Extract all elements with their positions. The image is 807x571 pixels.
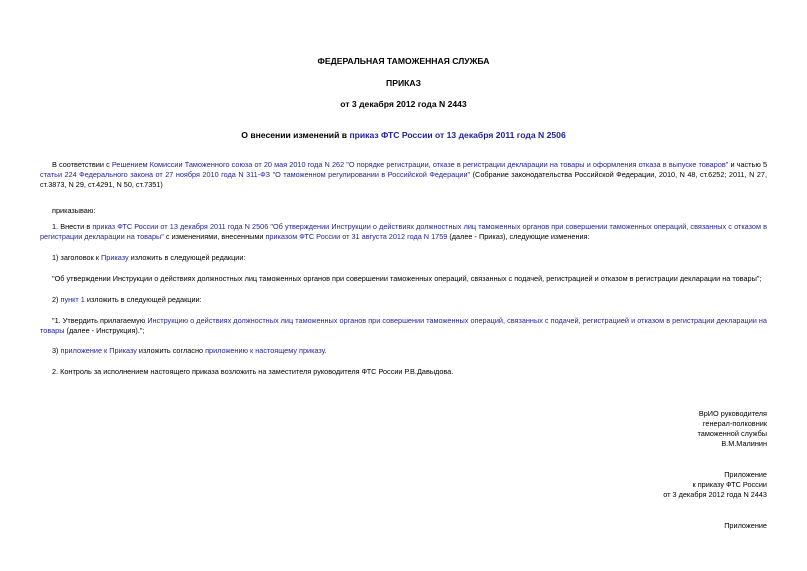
document-date: от 3 декабря 2012 года N 2443 bbox=[340, 99, 467, 109]
order-appendix-link[interactable]: приложение к Приказу bbox=[60, 346, 137, 355]
appendix-line: Приложение bbox=[724, 470, 767, 479]
decision-262-link[interactable]: Решением Комиссии Таможенного союза от 20 мая 2010 года N 262 "О порядке регистрации, отказе в регистрации декларации на товары и оформления отказа в выпуске товаров" bbox=[111, 160, 729, 169]
signature-line: В.М.Малинин bbox=[721, 439, 767, 448]
preamble-paragraph: В соответствии с Решением Комиссии Таможенного союза от 20 мая 2010 года N 262 "О порядке регистрации, отказе в регистрации декларации на товары и оформления отказа в выпуске товаров" и частью 5 статьи 224 Федерального закона от 27 ноября 2010 года N 311-ФЗ "О таможенном регулировании в Российской Федерации" (Собрание законодательства Российской Федерации, 2010, N 48, ст.6252; 2011, N 27, ст.3873, N 29, ст.4291, N 50, ст.7351) bbox=[40, 160, 767, 189]
document-type: ПРИКАЗ bbox=[386, 78, 421, 88]
signature-line: ВрИО руководителя bbox=[698, 409, 767, 418]
orders-word: приказываю: bbox=[52, 206, 96, 215]
document-subject: О внесении изменений в приказ ФТС России от 13 декабря 2011 года N 2506 bbox=[241, 130, 566, 140]
subitem-2-quote: "1. Утвердить прилагаемую Инструкцию о действиях должностных лиц таможенных органов при совершении таможенных операций, связанных с подачей, регистрацией и отказом в регистрации декларации на товары (далее - Инструкция)."; bbox=[40, 316, 767, 335]
instruction-link[interactable]: Инструкцию о действиях должностных лиц таможенных органов при совершении таможенных операций, связанных с подачей, регистрацией и отказом в регистрации декларации на товары bbox=[40, 316, 767, 335]
order-2506-link[interactable]: приказ ФТС России от 13 декабря 2011 года N 2506 "Об утверждении Инструкции о действиях должностных лиц таможенных органов при совершении таможенных операций, связанных с отказом в регистрации декларации на товары" bbox=[40, 222, 767, 241]
subitem-2-paragraph: 2) пункт 1 изложить в следующей редакции: bbox=[52, 295, 202, 304]
order-title-link[interactable]: Приказу bbox=[101, 253, 129, 262]
appendix-header bbox=[663, 470, 767, 500]
appendix-title: Приложение bbox=[724, 521, 767, 530]
this-order-appendix-link[interactable]: приложению к настоящему приказу bbox=[205, 346, 325, 355]
signature-block bbox=[698, 409, 768, 449]
order-1759-link[interactable]: приказом ФТС России от 31 августа 2012 года N 1759 bbox=[265, 232, 448, 241]
appendix-line: от 3 декабря 2012 года N 2443 bbox=[663, 490, 767, 499]
signature-line: таможенной службы bbox=[697, 429, 767, 438]
subject-link[interactable]: приказ ФТС России от 13 декабря 2011 года N 2506 bbox=[349, 130, 566, 140]
signature-line: генерал-полковник bbox=[702, 419, 767, 428]
item-2-paragraph: 2. Контроль за исполнением настоящего приказа возложить на заместителя руководителя ФТС России Р.В.Давыдова. bbox=[52, 367, 454, 376]
appendix-line: к приказу ФТС России bbox=[692, 480, 767, 489]
subitem-1-quote: "Об утверждении Инструкции о действиях должностных лиц таможенных органов при совершении таможенных операций, связанных с подачей, регистрацией и отказом в регистрации декларации на товары"; bbox=[52, 274, 762, 283]
subitem-1-paragraph: 1) заголовок к Приказу изложить в следующей редакции: bbox=[52, 253, 246, 262]
law-311-link[interactable]: статьи 224 Федерального закона от 27 ноября 2010 года N 311-ФЗ "О таможенном регулировании в Российской Федерации" bbox=[40, 170, 471, 179]
agency-title: ФЕДЕРАЛЬНАЯ ТАМОЖЕННАЯ СЛУЖБА bbox=[317, 56, 490, 66]
item-1-paragraph: 1. Внести в приказ ФТС России от 13 декабря 2011 года N 2506 "Об утверждении Инструкции о действиях должностных лиц таможенных органов при совершении таможенных операций, связанных с отказом в регистрации декларации на товары" с изменениями, внесенными приказом ФТС России от 31 августа 2012 года N 1759 (далее - Приказ), следующие изменения: bbox=[40, 222, 767, 241]
point-1-link[interactable]: пункт 1 bbox=[60, 295, 85, 304]
subitem-3-paragraph: 3) приложение к Приказу изложить согласно приложению к настоящему приказу. bbox=[52, 346, 327, 355]
